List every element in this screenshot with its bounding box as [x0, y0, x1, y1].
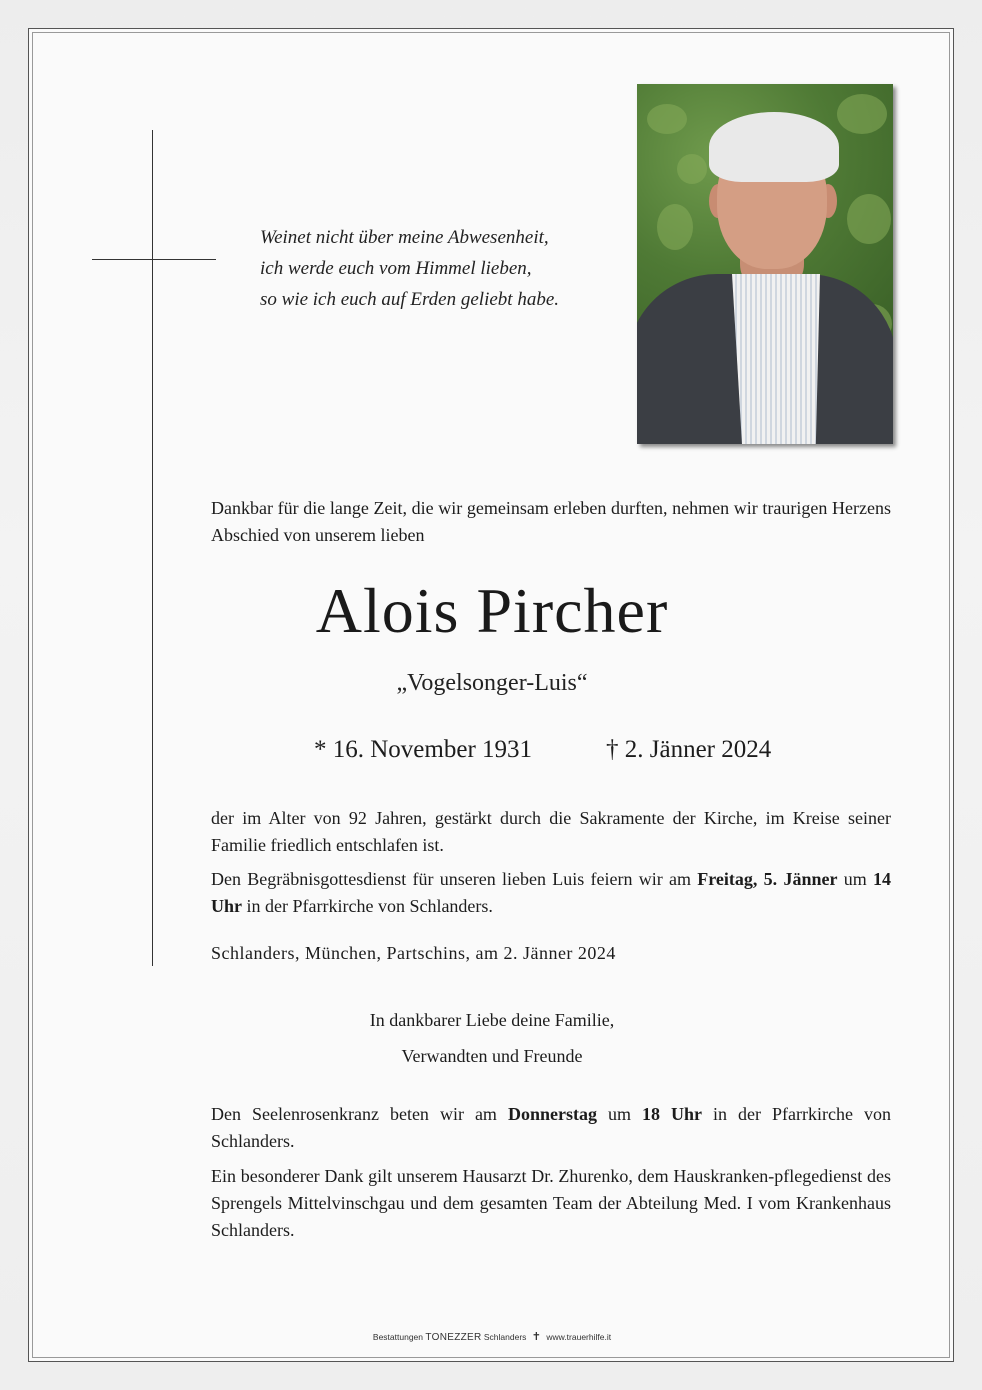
rosary-day: Donnerstag	[507, 1104, 597, 1124]
footer-website[interactable]: www.trauerhilfe.it	[546, 1332, 612, 1342]
rosary-text: Den Seelenrosenkranz beten wir am Donnerstag um 18 Uhr in der Pfarrkirche von Schlanders.	[211, 1104, 891, 1151]
thanks-text: Ein besonderer Dank gilt unserem Hausarzt Dr. Zhurenko, dem Hauskranken-pflegedienst des Sprengels Mittelvinschgau und dem gesamten Team der Abteilung Med. I vom Krankenhaus Schlanders.	[211, 1166, 891, 1240]
funeral-day: Freitag, 5. Jänner	[697, 869, 838, 889]
cross-icon-vertical	[152, 130, 153, 966]
death-notice-text: der im Alter von 92 Jahren, gestärkt durch die Sakramente der Kirche, im Kreise seiner Familie friedlich entschlafen ist.	[211, 808, 891, 855]
cross-icon-horizontal	[92, 259, 216, 260]
quote-line: so wie ich euch auf Erden geliebt habe.	[260, 289, 559, 310]
funeral-service-text: Den Begräbnisgottesdienst für unseren lieben Luis feiern wir am Freitag, 5. Jänner um 14 Uhr in der Pfarrkirche von Schlanders.	[211, 869, 891, 916]
portrait-photo	[637, 84, 893, 444]
deceased-nickname: „Vogelsonger-Luis“	[396, 670, 588, 696]
cross-dove-icon: ✝	[531, 1331, 541, 1343]
signature-line: In dankbarer Liebe deine Familie,	[369, 1010, 615, 1030]
memorial-quote	[260, 222, 620, 315]
intro-text: Dankbar für die lange Zeit, die wir gemeinsam erleben durften, nehmen wir traurigen Herzens Abschied von unserem lieben	[211, 498, 891, 545]
funeral-home-footer	[29, 1330, 955, 1343]
deceased-name: Alois Pircher	[315, 575, 669, 646]
rosary-time: 18 Uhr	[641, 1104, 702, 1124]
footer-prefix: Bestattungen	[372, 1332, 424, 1342]
funeral-home-brand: TONEZZER	[425, 1332, 482, 1343]
signature-line: Verwandten und Freunde	[401, 1046, 583, 1066]
place-and-date: Schlanders, München, Partschins, am 2. Jänner 2024	[211, 943, 616, 963]
death-date: † 2. Jänner 2024	[606, 736, 772, 763]
family-signature	[0, 1002, 982, 1074]
funeral-time: 14 Uhr	[211, 869, 891, 916]
footer-town: Schlanders	[483, 1332, 527, 1342]
birth-date: * 16. November 1931	[314, 736, 533, 763]
quote-line: ich werde euch vom Himmel lieben,	[260, 258, 532, 279]
quote-line: Weinet nicht über meine Abwesenheit,	[260, 227, 549, 248]
obituary-card	[28, 28, 954, 1362]
